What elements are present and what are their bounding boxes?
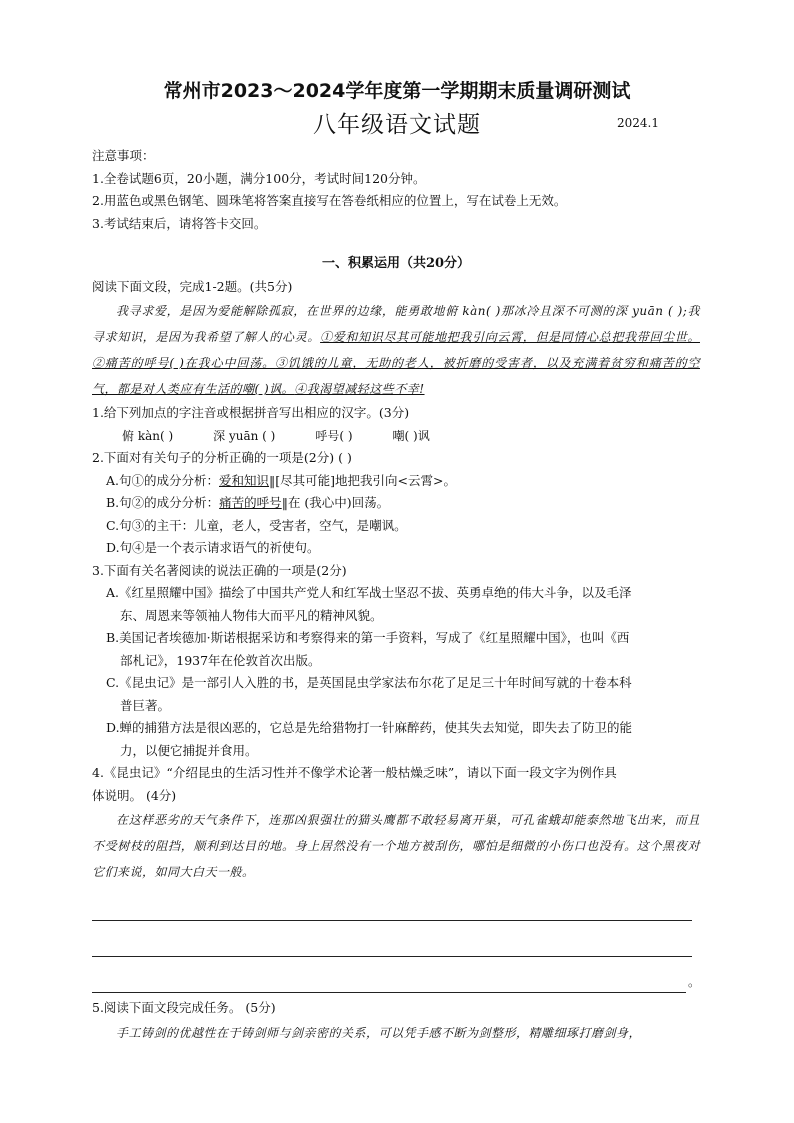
q3-option-c: C.《昆虫记》是一部引人入胜的书，是英国昆虫学家法布尔花了足足三十年时间写就的十卷本科: [106, 675, 632, 690]
passage-plain: 我寻求爱，是因为爱能解除孤寂，在世界的边缘，能勇敢地俯 kàn( )那冰冷且深不可测的深 yuān ( );我寻求知识，是因为我希望了解人的心灵。: [92, 304, 700, 344]
q2-option-d: D.句④是一个表示请求语气的祈使句。: [106, 540, 320, 555]
answer-line-3[interactable]: [92, 957, 686, 993]
q2-option-b: B.句②的成分分析：痛苦的呼号‖在 (我心中)回荡。: [106, 495, 390, 510]
notes-heading: 注意事项：: [92, 148, 155, 163]
q3-option-d: D.蝉的捕猎方法是很凶恶的，它总是先给猎物打一针麻醉药，使其失去知觉，即失去了防卫的能: [106, 720, 633, 735]
answer-line-3-row: [92, 957, 700, 993]
q2-option-a: A.句①的成分分析：爱和知识‖[尽其可能]地把我引向<云霄>。: [106, 472, 456, 488]
question-5-stem: 5.阅读下面文段完成任务。 (5分): [92, 1000, 276, 1015]
q1-item: 呼号( ): [315, 428, 353, 443]
section-intro: 阅读下面文段，完成1-2题。(共5分): [92, 278, 293, 294]
q1-item: 俯 kàn( ): [122, 428, 174, 443]
q3-option-b-cont: 部札记》，1937年在伦敦首次出版。: [120, 652, 321, 668]
passage-sentence-3: ③饥饿的儿童，无助的老人，被折磨的受害者，以及充满着贫穷和痛苦的空气，都是对人类应有生活的嘲( )讽。: [92, 356, 700, 396]
q4-quote: 在这样恶劣的天气条件下，连那凶狠强壮的猫头鹰都不敢轻易离开巢，可孔雀蛾却能泰然地飞出来，而且不受树枝的阻挡，顺利到达目的地。身上居然没有一个地方被刮伤，哪怕是细微的小伤口也没有。这个黑夜对它们来说，如同大白天一般。: [92, 813, 700, 879]
passage-sentence-4: ④我渴望减轻这些不幸!: [294, 382, 425, 396]
q3-option-a-cont: 东、周恩来等领袖人物伟大而平凡的精神风貌。: [120, 607, 383, 623]
reading-passage: [92, 298, 700, 402]
question-1-items: [92, 425, 700, 448]
q3-option-c-cont: 普巨著。: [120, 697, 171, 713]
exam-date: 2024.1: [617, 116, 659, 130]
section-title: 一、积累运用（共20分）: [321, 256, 471, 271]
exam-content: [92, 145, 700, 1046]
passage-sentence-1: ①爱和知识尽其可能地把我引向云霄，但是同情心总把我带回尘世。: [320, 330, 700, 344]
exam-title: 常州市2023～2024学年度第一学期期末质量调研测试: [163, 80, 631, 102]
exam-subtitle: 八年级语文试题: [313, 112, 481, 138]
note-item: 1.全卷试题6页，20小题，满分100分，考试时间120分钟。: [92, 170, 426, 186]
q5-quote: 手工铸剑的优越性在于铸剑师与剑亲密的关系，可以凭手感不断为剑整形，精雕细琢打磨剑身，: [116, 1025, 642, 1040]
note-item: 3.考试结束后，请将答卡交回。: [92, 215, 267, 231]
q2-option-c: C.句③的主干：儿童，老人，受害者，空气，是嘲讽。: [106, 517, 407, 533]
passage-sentence-2: ②痛苦的呼号( )在我心中回荡。: [92, 356, 276, 370]
question-4-stem: 4.《昆虫记》“介绍昆虫的生活习性并不像学术论著一般枯燥乏味”，请以下面一段文字为例作具: [92, 765, 617, 780]
q3-option-b: B.美国记者埃德加·斯诺根据采访和考察得来的第一手资料，写成了《红星照耀中国》，也叫《西: [106, 630, 630, 645]
q1-item: 深 yuān ( ): [213, 428, 276, 443]
q1-item: 嘲( )讽: [392, 428, 430, 443]
question-1-stem: 1.给下列加点的字注音或根据拼音写出相应的汉字。(3分): [92, 405, 410, 420]
question-2-stem: 2.下面对有关句子的分析正确的一项是(2分) ( ): [92, 450, 352, 465]
answer-line-2[interactable]: [92, 921, 692, 957]
question-4-stem-cont: 体说明。 (4分): [92, 787, 177, 803]
answer-line-1[interactable]: [92, 885, 692, 921]
question-3-stem: 3.下面有关名著阅读的说法正确的一项是(2分): [92, 562, 347, 578]
answer-end-mark: 。: [687, 974, 700, 989]
q3-option-a: A.《红星照耀中国》描绘了中国共产党人和红军战士坚忍不拔、英勇卓绝的伟大斗争，以及毛泽: [106, 585, 632, 600]
q3-option-d-cont: 力，以便它捕捉并食用。: [120, 742, 258, 758]
note-item: 2.用蓝色或黑色钢笔、圆珠笔将答案直接写在答卷纸相应的位置上，写在试卷上无效。: [92, 193, 567, 208]
